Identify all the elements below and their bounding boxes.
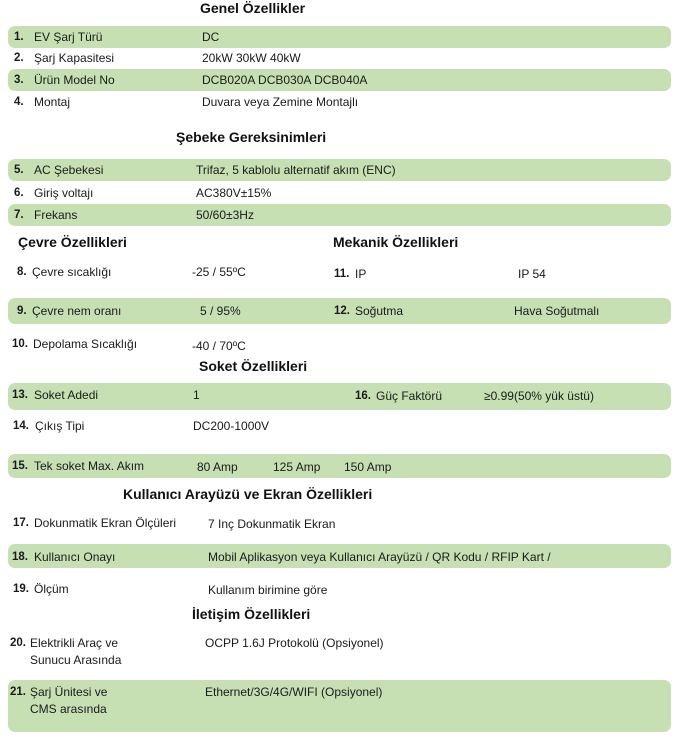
- row-9-number: 9.: [17, 305, 27, 317]
- row-19-number: 19.: [13, 583, 29, 595]
- row-16-label: Güç Faktörü: [376, 389, 443, 403]
- row-13-number: 13.: [12, 389, 28, 401]
- row-5-value: Trifaz, 5 kablolu alternatif akım (ENC): [196, 163, 396, 177]
- row-11-label: IP: [355, 267, 367, 281]
- row-14-label: Çıkış Tipi: [35, 419, 85, 433]
- row-10-value: -40 / 70ºC: [192, 339, 246, 353]
- heading-iletisim: İletişim Özellikleri: [192, 606, 311, 622]
- row-1-value: DC: [202, 30, 220, 44]
- row-20-label-line1: Elektrikli Araç ve: [30, 636, 119, 650]
- row-17-label: Dokunmatik Ekran Ölçüleri: [34, 516, 177, 530]
- row-2-value: 20kW 30kW 40kW: [202, 51, 301, 65]
- row-21-label-line1: Şarj Ünitesi ve: [30, 685, 108, 699]
- row-20-label-line2: Sunucu Arasında: [30, 653, 122, 667]
- row-20-number: 20.: [10, 637, 26, 649]
- row-8-label: Çevre sıcaklığı: [32, 265, 112, 279]
- row-15-value-150: 150 Amp: [344, 460, 392, 474]
- row-4-label: Montaj: [34, 95, 71, 109]
- row-16-number: 16.: [355, 390, 371, 402]
- row-12-label: Soğutma: [355, 304, 404, 318]
- row-11-number: 11.: [334, 268, 350, 280]
- row-band-1: [8, 26, 671, 48]
- row-21-value: Ethernet/3G/4G/WIFI (Opsiyonel): [205, 685, 383, 699]
- row-18-value: Mobil Aplikasyon veya Kullanıcı Arayüzü / QR Kodu / RFIP Kart /: [208, 550, 551, 564]
- row-15-value-80: 80 Amp: [197, 460, 238, 474]
- row-7-label: Frekans: [34, 208, 78, 222]
- heading-cevre: Çevre Özellikleri: [18, 234, 127, 250]
- row-10-number: 10.: [12, 338, 28, 350]
- row-13-label: Soket Adedi: [34, 388, 99, 402]
- row-9-label: Çevre nem oranı: [32, 304, 122, 318]
- row-14-value: DC200-1000V: [193, 419, 270, 433]
- row-5-number: 5.: [14, 164, 24, 176]
- heading-soket: Soket Özellikleri: [199, 358, 308, 374]
- row-15-number: 15.: [12, 460, 28, 472]
- row-1-label: EV Şarj Türü: [34, 30, 103, 44]
- heading-arayuz: Kullanıcı Arayüzü ve Ekran Özellikleri: [123, 486, 373, 502]
- row-4-number: 4.: [14, 96, 24, 108]
- row-10-label: Depolama Sıcaklığı: [33, 337, 138, 351]
- row-5-label: AC Şebekesi: [34, 163, 104, 177]
- row-2-label: Şarj Kapasitesi: [34, 51, 115, 65]
- row-17-value: 7 Inç Dokunmatik Ekran: [208, 517, 336, 531]
- heading-mekanik: Mekanik Özellikleri: [333, 234, 459, 250]
- row-13-value: 1: [193, 388, 200, 402]
- row-3-number: 3.: [14, 74, 24, 86]
- row-19-value: Kullanım birimine göre: [208, 583, 328, 597]
- row-12-value: Hava Soğutmalı: [514, 304, 600, 318]
- row-17-number: 17.: [13, 517, 29, 529]
- row-1-number: 1.: [14, 31, 24, 43]
- heading-sebeke: Şebeke Gereksinimleri: [176, 129, 327, 145]
- row-3-label: Ürün Model No: [34, 73, 115, 87]
- row-18-label: Kullanıcı Onayı: [34, 550, 116, 564]
- row-8-value: -25 / 55ºC: [192, 265, 246, 279]
- row-2-number: 2.: [14, 52, 24, 64]
- row-15-label: Tek soket Max. Akım: [34, 459, 145, 473]
- row-7-number: 7.: [14, 209, 24, 221]
- heading-genel: Genel Özellikler: [200, 0, 306, 16]
- row-21-label-line2: CMS arasında: [30, 702, 107, 716]
- row-8-number: 8.: [17, 266, 27, 278]
- row-15-value-125: 125 Amp: [273, 460, 321, 474]
- row-6-label: Giriş voltajı: [34, 186, 94, 200]
- row-20-value: OCPP 1.6J Protokolü (Opsiyonel): [205, 636, 384, 650]
- row-11-value: IP 54: [518, 267, 546, 281]
- row-21-number: 21.: [10, 686, 26, 698]
- row-band-7: [8, 204, 671, 226]
- row-14-number: 14.: [13, 420, 29, 432]
- row-6-value: AC380V±15%: [196, 186, 272, 200]
- row-9-value: 5 / 95%: [200, 304, 241, 318]
- row-18-number: 18.: [12, 551, 28, 563]
- row-7-value: 50/60±3Hz: [196, 208, 254, 222]
- row-16-value: ≥0.99(50% yük üstü): [484, 389, 594, 403]
- row-4-value: Duvara veya Zemine Montajlı: [202, 95, 359, 109]
- row-3-value: DCB020A DCB030A DCB040A: [202, 73, 368, 87]
- row-12-number: 12.: [334, 305, 350, 317]
- row-6-number: 6.: [14, 187, 24, 199]
- row-19-label: Ölçüm: [34, 582, 69, 596]
